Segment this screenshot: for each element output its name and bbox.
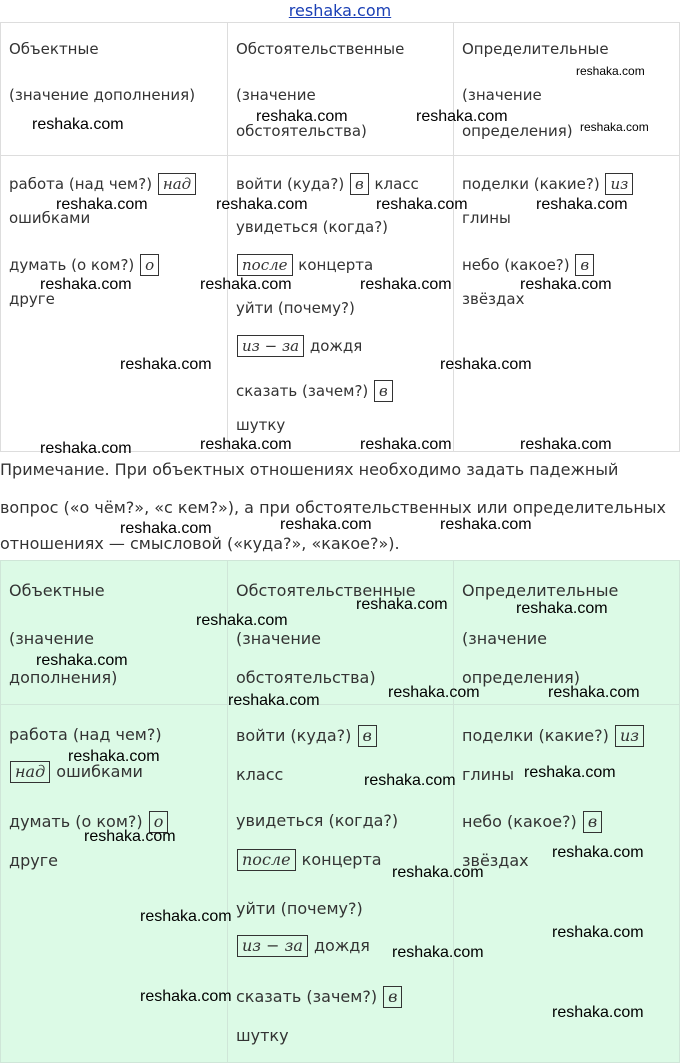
example-text: дождя: [305, 337, 363, 355]
watermark: reshaka.com: [216, 196, 308, 213]
watermark: reshaka.com: [524, 764, 616, 781]
example-text: класс: [369, 175, 419, 193]
watermark: reshaka.com: [552, 1004, 644, 1021]
circ-example-4: уйти (почему?): [236, 299, 355, 317]
example-text: ошибками: [51, 762, 143, 781]
watermark: reshaka.com: [68, 748, 160, 765]
watermark: reshaka.com: [140, 908, 232, 925]
watermark: reshaka.com: [84, 828, 176, 845]
circ-example-2: увидеться (когда?): [236, 811, 399, 830]
watermark: reshaka.com: [228, 692, 320, 709]
circ-example-3: [236, 849, 382, 871]
circ-example-4: уйти (почему?): [236, 899, 363, 918]
attr-example-1: [462, 725, 645, 747]
circ-examples: [227, 704, 454, 1063]
object-example-1: работа (над чем?): [9, 725, 162, 744]
preposition-box: из − за: [237, 335, 304, 357]
watermark: reshaka.com: [516, 600, 608, 617]
preposition-box: над: [158, 173, 196, 195]
watermark: reshaka.com: [280, 516, 372, 533]
watermark: reshaka.com: [200, 436, 292, 453]
header-object: Объектные: [9, 581, 105, 600]
example-text: поделки (какие?): [462, 726, 609, 745]
preposition-box: в: [575, 254, 594, 276]
object-subtitle-1: (значение: [9, 629, 95, 648]
header-object: Объектные: [9, 40, 99, 58]
preposition-box: в: [383, 986, 402, 1008]
comparison-table-2: [0, 560, 680, 1063]
header-circumstantial: Обстоятельственные: [236, 40, 405, 58]
circ-example-6-end: шутку: [236, 1026, 289, 1045]
object-example-1: [9, 173, 197, 195]
object-example-2-end: друге: [9, 851, 58, 870]
site-title[interactable]: reshaka.com: [288, 1, 392, 20]
watermark: reshaka.com: [40, 440, 132, 457]
attr-subtitle-1: (значение: [462, 86, 542, 104]
attr-subtitle-1: (значение: [462, 629, 548, 648]
header-attributive: Определительные: [462, 581, 619, 600]
preposition-box: над: [10, 761, 50, 783]
header-cell-object: [0, 560, 228, 705]
watermark: reshaka.com: [200, 276, 292, 293]
circ-example-1: [236, 725, 378, 747]
watermark: reshaka.com: [392, 944, 484, 961]
watermark: reshaka.com: [388, 684, 480, 701]
example-text: сказать (зачем?): [236, 987, 378, 1006]
watermark: reshaka.com: [440, 516, 532, 533]
preposition-box: после: [237, 254, 293, 276]
attr-example-2-end: звёздах: [462, 851, 529, 870]
watermark: reshaka.com: [120, 520, 212, 537]
watermark: reshaka.com: [40, 276, 132, 293]
circ-example-5: [236, 935, 370, 957]
object-subtitle: (значение дополнения): [9, 86, 196, 104]
attr-example-1-end: глины: [462, 209, 511, 227]
watermark: reshaka.com: [120, 356, 212, 373]
header-cell-circumstantial: [227, 22, 454, 156]
circ-example-1-end: класс: [236, 765, 284, 784]
circ-subtitle-2: обстоятельства): [236, 122, 367, 140]
preposition-box: из: [605, 173, 633, 195]
example-text: поделки (какие?): [462, 175, 600, 193]
watermark: reshaka.com: [364, 772, 456, 789]
preposition-box: в: [583, 811, 602, 833]
preposition-box: о: [140, 254, 159, 276]
attr-example-1: [462, 173, 634, 195]
attr-subtitle-2: определения): [462, 668, 580, 687]
watermark: reshaka.com: [140, 988, 232, 1005]
example-text: думать (о ком?): [9, 256, 135, 274]
preposition-box: из − за: [237, 935, 308, 957]
preposition-box: из: [615, 725, 644, 747]
preposition-box: в: [358, 725, 377, 747]
example-text: концерта: [293, 256, 374, 274]
comparison-table-1: [0, 22, 680, 452]
attr-subtitle-2: определения): [462, 122, 573, 140]
object-subtitle-2: дополнения): [9, 668, 118, 687]
example-text: думать (о ком?): [9, 812, 143, 831]
circ-subtitle-1: (значение: [236, 86, 316, 104]
preposition-box: в: [374, 380, 393, 402]
watermark: reshaka.com: [36, 652, 128, 669]
preposition-box: в: [350, 173, 369, 195]
attr-example-2: [462, 811, 603, 833]
example-text: войти (куда?): [236, 175, 345, 193]
preposition-box: о: [149, 811, 169, 833]
example-text: сказать (зачем?): [236, 382, 369, 400]
preposition-box: после: [237, 849, 296, 871]
watermark: reshaka.com: [360, 436, 452, 453]
example-text: дождя: [308, 936, 370, 955]
object-example-1-end: ошибками: [9, 209, 91, 227]
object-example-2: [9, 254, 160, 276]
watermark: reshaka.com: [360, 276, 452, 293]
circ-example-2: увидеться (когда?): [236, 218, 389, 236]
attr-example-2: [462, 254, 595, 276]
note-line-2: вопрос («о чём?», «с кем?»), а при обстоятельственных или определительных: [0, 498, 666, 517]
note-line-1: Примечание. При объектных отношениях необходимо задать падежный: [0, 460, 619, 479]
header-circumstantial: Обстоятельственные: [236, 581, 416, 600]
watermark: reshaka.com: [32, 116, 124, 133]
watermark: reshaka.com: [552, 844, 644, 861]
object-example-2-end: друге: [9, 290, 55, 308]
header-cell-attributive: [453, 22, 680, 156]
example-text: концерта: [296, 850, 382, 869]
circ-example-6: [236, 380, 394, 402]
watermark: reshaka.com: [520, 276, 612, 293]
watermark: reshaka.com: [580, 120, 649, 134]
example-text: войти (куда?): [236, 726, 352, 745]
circ-example-5: [236, 335, 362, 357]
watermark: reshaka.com: [416, 108, 508, 125]
watermark: reshaka.com: [392, 864, 484, 881]
circ-subtitle-1: (значение: [236, 629, 322, 648]
watermark: reshaka.com: [196, 612, 288, 629]
header-attributive: Определительные: [462, 40, 609, 58]
note-paragraph: [0, 452, 680, 560]
attr-example-2-end: звёздах: [462, 290, 525, 308]
header-cell-object: [0, 22, 228, 156]
circ-example-6: [236, 986, 403, 1008]
attr-example-1-end: глины: [462, 765, 515, 784]
watermark: reshaka.com: [576, 64, 645, 78]
watermark: reshaka.com: [440, 356, 532, 373]
watermark: reshaka.com: [536, 196, 628, 213]
watermark: reshaka.com: [552, 924, 644, 941]
example-text: небо (какое?): [462, 812, 577, 831]
watermark: reshaka.com: [356, 596, 448, 613]
watermark: reshaka.com: [256, 108, 348, 125]
example-text: небо (какое?): [462, 256, 570, 274]
watermark: reshaka.com: [548, 684, 640, 701]
circ-example-6-end: шутку: [236, 416, 286, 434]
circ-example-1: [236, 173, 419, 195]
circ-subtitle-2: обстоятельства): [236, 668, 376, 687]
watermark: reshaka.com: [376, 196, 468, 213]
circ-example-3: [236, 254, 373, 276]
watermark: reshaka.com: [520, 436, 612, 453]
example-text: работа (над чем?): [9, 175, 153, 193]
note-line-3: отношениях — смысловой («куда?», «какое?»).: [0, 534, 400, 553]
watermark: reshaka.com: [56, 196, 148, 213]
